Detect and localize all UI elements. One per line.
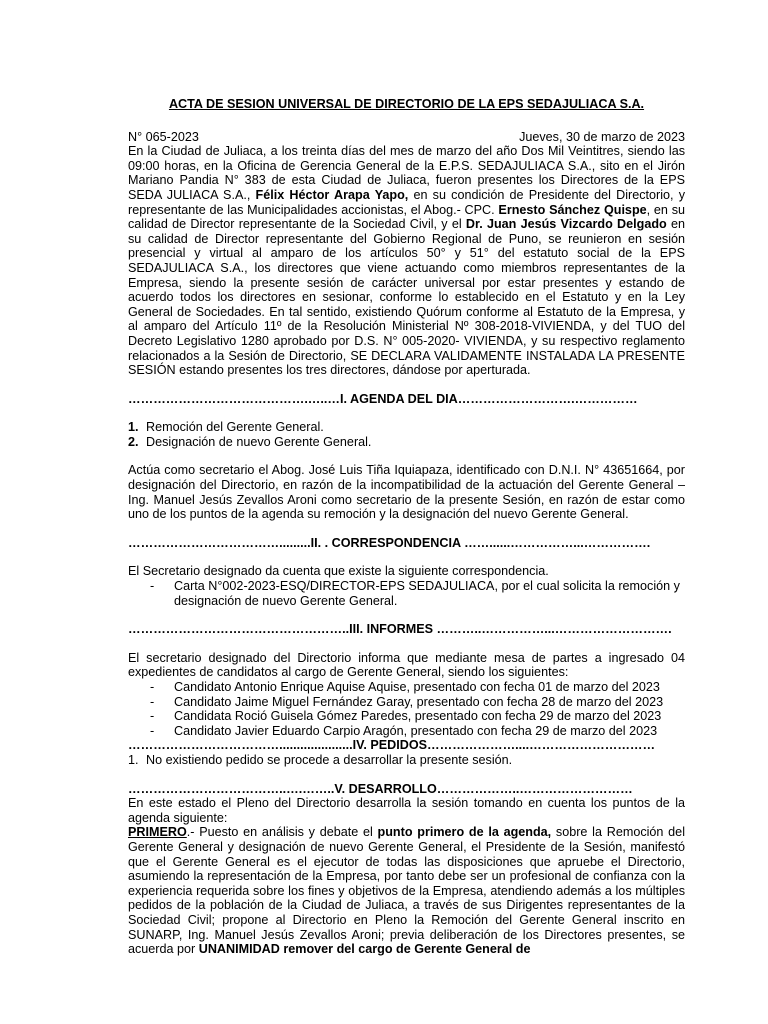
primero-text-1: .- Puesto en análisis y debate el — [186, 825, 378, 840]
agenda-item-text: Designación de nuevo Gerente General. — [146, 434, 372, 449]
list-dash: - — [150, 579, 155, 594]
section-heading-pedidos: ……………………………….....................IV. PEDIDOS…………………....………………………… — [128, 738, 656, 753]
intro-text-3: , en su calidad de Director representante de la Sociedad Civil, y el — [128, 202, 685, 232]
candidates-list — [128, 680, 685, 738]
list-item-text: Carta N°002-2023-ESQ/DIRECTOR-EPS SEDAJULIACA, por el cual solicita la remoción y designación de nuevo Gerente General. — [174, 579, 680, 608]
director-regional-name: Dr. Juan Jesús Vizcardo Delgado — [465, 217, 667, 232]
list-dash: - — [150, 694, 155, 709]
primero-paragraph — [128, 825, 685, 956]
list-dash: - — [150, 723, 155, 738]
document-title: ACTA DE SESION UNIVERSAL DE DIRECTORIO DE LA EPS SEDAJULIACA S.A. — [168, 97, 645, 111]
agenda-item-number: 1. — [128, 420, 139, 435]
informes-paragraph: El secretario designado del Directorio informa que mediante mesa de partes a ingresado 04 expedientes de candidatos al cargo de Gerente General, siendo los siguientes: — [128, 650, 685, 680]
agenda-item — [128, 435, 685, 450]
pedido-item-number: 1. — [128, 752, 139, 767]
section-heading-correspondencia: ……………………………….........II. . CORRESPONDENCIA ……......……………...……………. — [128, 535, 651, 550]
intro-text-4: en su calidad de Director representante del Gobierno Regional de Puno, se reunieron en sesión presencial y virtual al amparo de los artículos 50° y 51° del estatuto social de la EPS SEDAJULIACA S.A., los directores que viene actuando como miembros representantes de la Empresa, siendo la presente sesión de carácter universal por estar presentes y estando de acuerdo todos los directores en sesionar, conforme lo establecido en el Estatuto y en la Ley General de Sociedades. En tal sentido, existiendo Quórum conforme al Estatuto de la Empresa, y al amparo del Artículo 11º de la Resolución Ministerial Nº 308-2018-VIVIENDA, y del TUO del Decreto Legislativo 1280 aprobado por D.S. N° 005-2020- VIVIENDA, y su respectivo reglamento relacionados a la Sesión de Directorio, SE DECLARA VALIDAMENTE INSTALADA LA PRESENTE SESIÓN estando presentes los tres directores, dándose por aperturada. — [128, 217, 686, 378]
acta-header-line — [128, 130, 685, 145]
list-item — [150, 680, 685, 695]
pedidos-list — [128, 753, 685, 768]
agenda-item-number: 2. — [128, 434, 139, 449]
agenda-list — [128, 420, 685, 449]
correspondencia-paragraph: El Secretario designado da cuenta que existe la siguiente correspondencia. — [128, 564, 549, 579]
correspondencia-list — [128, 579, 685, 608]
primero-text-2: sobre la Remoción del Gerente General y designación de nuevo Gerente General, el Presidente de la Sesión, manifestó que el Gerente General es el ejecutor de todas las disposiciones que apruebe el Directorio, asumiendo la representación de la Empresa, por tanto debe ser un profesional de confianza con la experiencia requerida sobre los fines y objetivos de la Empresa, atendiendo además a los múltiples pedidos de la población de la Ciudad de Juliaca, a través de sus Dirigentes representantes de la Sociedad Civil; propone al Directorio en Pleno la Remoción del Gerente General inscrito en SUNARP, Ing. Manuel Jesús Zevallos Aroni; previa deliberación de los Directores presentes, se acuerda por — [128, 825, 685, 957]
president-name: Félix Héctor Arapa Yapo, — [255, 187, 409, 202]
desarrollo-paragraph: En este estado el Pleno del Directorio desarrolla la sesión tomando en cuenta los puntos de la agenda siguiente: — [128, 796, 685, 825]
secretary-paragraph: Actúa como secretario el Abog. José Luis Tiña Iquiapaza, identificado con D.N.I. N° 43651664, por designación del Directorio, en razón de la incompatibilidad de la actuación del Gerente General – Ing. Manuel Jesús Zevallos Aroni como secretario de la presente Sesión, en razón de estar como uno de los puntos de la agenda su remoción y la designación del nuevo Gerente General. — [128, 463, 685, 522]
list-item-text: Candidata Roció Guisela Gómez Paredes, presentado con fecha 29 de marzo del 2023 — [174, 709, 662, 724]
director-civil-name: Ernesto Sánchez Quispe — [498, 202, 647, 217]
agenda-item-text: Remoción del Gerente General. — [146, 420, 324, 435]
primero-bold-1: punto primero de la agenda, — [377, 825, 552, 840]
acta-number: N° 065-2023 — [128, 129, 199, 144]
list-item-text: Candidato Antonio Enrique Aquise Aquise, presentado con fecha 01 de marzo del 2023 — [174, 680, 660, 694]
list-item — [150, 709, 685, 724]
list-item — [150, 695, 685, 710]
section-heading-agenda: …………………………………….…..…I. AGENDA DEL DIA……………………….…………… — [128, 391, 638, 406]
primero-bold-2: UNANIMIDAD remover del cargo de Gerente General de — [198, 942, 531, 957]
intro-paragraph — [128, 144, 685, 378]
intro-text-2: en su condición de Presidente del Directorio, y representante de las Municipalidades accionistas, el Abog.- CPC. — [128, 187, 685, 217]
list-item — [150, 724, 685, 739]
list-item-text: Candidato Jaime Miguel Fernández Garay, presentado con fecha 28 de marzo del 2023 — [174, 694, 664, 709]
agenda-item — [128, 420, 685, 435]
list-item-text: Candidato Javier Eduardo Carpio Aragón, presentado con fecha 29 de marzo del 2023 — [174, 723, 658, 738]
section-heading-desarrollo: ………………………………..….……..V. DESARROLLO………………..……………………… — [128, 781, 633, 796]
list-dash: - — [150, 709, 155, 724]
acta-date: Jueves, 30 de marzo de 2023 — [519, 129, 685, 144]
pedido-item-text: No existiendo pedido se procede a desarrollar la presente sesión. — [146, 752, 513, 767]
section-heading-informes: ……………………………………………..III. INFORMES ………..……………...………………………. — [128, 622, 672, 637]
intro-text-1: En la Ciudad de Juliaca, a los treinta días del mes de marzo del año Dos Mil Veintitres, siendo las 09:00 horas, en la Oficina de Gerencia General de la E.P.S. SEDAJULIACA S.A., sito en el Jirón Mariano Pandia N° 383 de esta Ciudad de Juliaca, fueron presentes los Directores de la EPS SEDA JULIACA S.A., — [128, 144, 685, 202]
list-item — [150, 579, 685, 608]
primero-label: PRIMERO — [128, 825, 187, 840]
pedido-item — [128, 753, 685, 768]
list-dash: - — [150, 680, 155, 694]
